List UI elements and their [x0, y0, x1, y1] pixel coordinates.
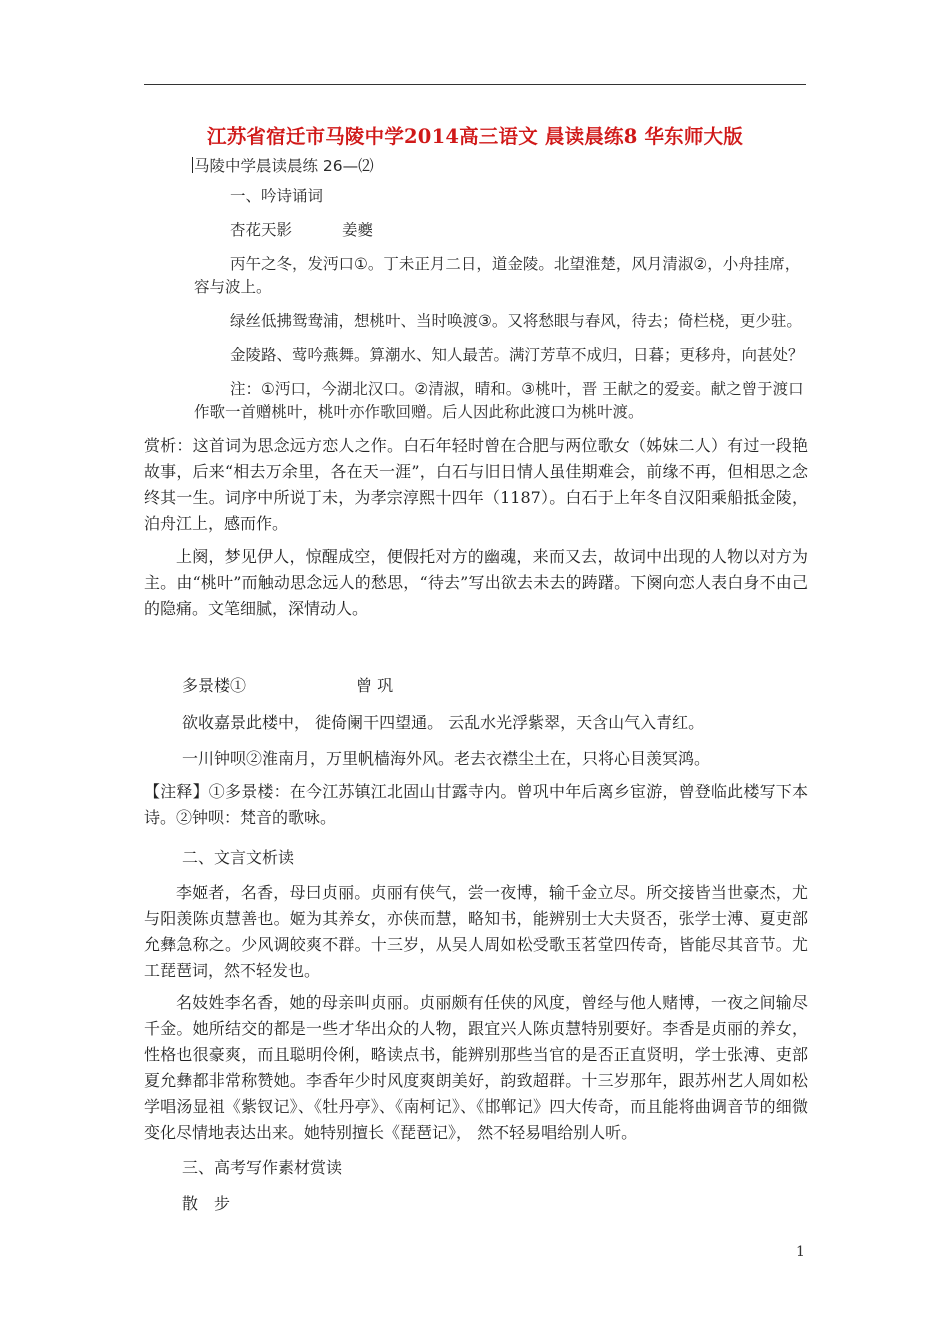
poem2-title: 多景楼①: [182, 676, 247, 695]
poem-note-line-2: 作歌一首赠桃叶，桃叶亦作歌回赠。后人因此称此渡口为桃叶渡。: [194, 403, 644, 421]
poem-verse-2: 金陵路、莺吟燕舞。算潮水、知人最苦。满汀芳草不成归，日暮；更移舟，向甚处？: [230, 346, 804, 364]
poem2-line-1: 欲收嘉景此楼中， 徙倚阑干四望通。 云乱水光浮紫翠，天含山气入青红。: [182, 713, 705, 732]
poem-verse-1: 绿丝低拂鸳鸯浦，想桃叶、当时唤渡③。又将愁眼与春风，待去；倚栏桡，更少驻。: [230, 312, 802, 330]
section-heading-3: 三、高考写作素材赏读: [182, 1158, 343, 1177]
scan-header: 马陵中学晨读晨练 26—⑵: [194, 157, 374, 175]
page-number: 1: [796, 1244, 805, 1260]
section-heading-2: 二、文言文析读: [182, 848, 295, 867]
poem2-line-2: 一川钟呗②淮南月，万里帆樯海外风。老去衣襟尘土在，只将心目羡冥鸿。: [182, 749, 711, 768]
header-rule: [144, 84, 806, 85]
page-title: 江苏省宿迁市马陵中学2014高三语文 晨读晨练8 华东师大版: [207, 125, 743, 148]
translation-paragraph: 名妓姓李名香，她的母亲叫贞丽。贞丽颇有任侠的风度，曾经与他人赌博，一夜之间输尽千金。她所结交的都是一些才华出众的人物，跟宜兴人陈贞慧特别要好。李香是贞丽的养女，性格也很豪爽，而且聪明伶俐，略读点书，能辨别那些当官的是否正直贤明，学士张溥、吏部夏允彝都非常称赞她。李香年少时风度爽朗美好，韵致超群。十三岁那年，跟苏州艺人周如松学唱汤显祖《紫钗记》、《牡丹亭》、《南柯记》、《邯郸记》四大传奇，而且能将曲调音节的细微变化尽情地表达出来。她特别擅长《琵琶记》， 然不轻易唱给别人听。: [144, 993, 808, 1142]
poem2-note: 【注释】①多景楼：在今江苏镇江北固山甘露寺内。曾巩中年后离乡宦游，曾登临此楼写下本诗。②钟呗：梵音的歌咏。: [144, 782, 808, 827]
poem-title: 杏花天影: [230, 221, 293, 239]
text-cursor: [192, 157, 193, 173]
appreciation-paragraph-2: 上阕，梦见伊人，惊醒成空，便假托对方的幽魂，来而又去，故词中出现的人物以对方为主。由“桃叶”而触动思念远人的愁思，“待去”写出欲去未去的踌躇。下阕向恋人表白身不由己的隐痛。文笔细腻，深情动人。: [144, 547, 808, 618]
poem-note-line-1: 注：①沔口，今湖北汉口。②清淑，晴和。③桃叶，晋 王献之的爱妾。献之曾于渡口: [230, 380, 804, 398]
poem-author: 姜夔: [342, 221, 374, 239]
essay-title: 散 步: [182, 1194, 231, 1213]
section-heading-1: 一、吟诗诵词: [230, 187, 324, 205]
poem2-author: 曾 巩: [356, 676, 394, 695]
poem-preface-line-1: 丙午之冬，发沔口①。丁未正月二日，道金陵。北望淮楚，风月清淑②，小舟挂席，: [230, 255, 801, 273]
poem-preface-line-2: 容与波上。: [194, 278, 272, 296]
classical-text-paragraph: 李姬者，名香，母曰贞丽。贞丽有侠气，尝一夜博，输千金立尽。所交接皆当世豪杰，尤与阳羡陈贞慧善也。姬为其养女，亦侠而慧，略知书，能辨别士大夫贤否，张学士溥、夏吏部允彝急称之。少风调皎爽不群。十三岁，从吴人周如松受歌玉茗堂四传奇，皆能尽其音节。尤工琵琶词，然不轻发也。: [144, 883, 808, 980]
appreciation-paragraph-1: 赏析：这首词为思念远方恋人之作。白石年轻时曾在合肥与两位歌女（姊妹二人）有过一段艳故事，后来“相去万余里，各在天一涯”，白石与旧日情人虽佳期难会，前缘不再，但相思之念终其一生。词序中所说丁未，为孝宗淳熙十四年（1187）。白石于上年冬自汉阳乘船抵金陵，泊舟江上，感而作。: [144, 436, 808, 533]
